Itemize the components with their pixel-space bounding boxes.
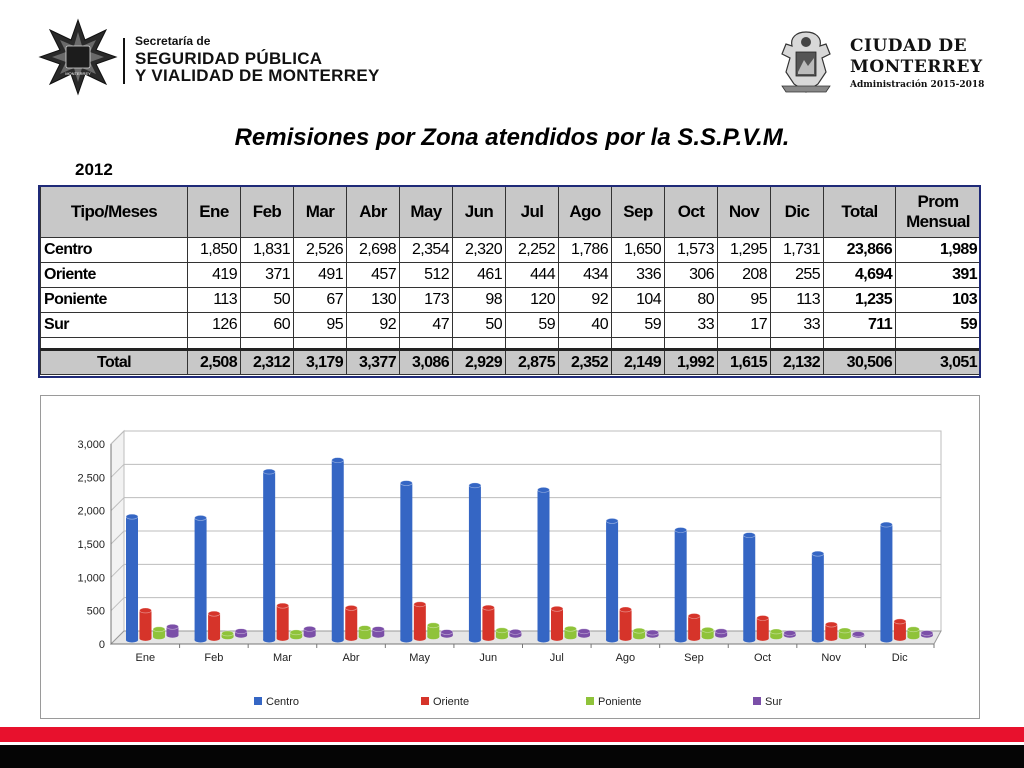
spacer-cell [241,338,294,350]
bar-centro [332,460,344,640]
x-tick-label: Abr [342,652,360,664]
total-cell: 3,086 [400,350,453,375]
bar-top [565,626,577,631]
chart-container [40,395,980,719]
table-cell: 60 [241,313,294,338]
table-cell: 47 [400,313,453,338]
bar-top [538,487,550,492]
org-name-line2: Y VIALIDAD DE MONTERREY [135,66,380,85]
header-cell: Jul [506,187,559,238]
table-cell: 1,786 [559,238,612,263]
table-cell: 461 [453,263,506,288]
row-prom: 103 [896,288,981,313]
spacer-cell [612,338,665,350]
x-tick-label: Sep [684,652,704,664]
bar-centro [469,485,481,640]
bar-top [414,602,426,607]
bar-base [743,638,755,643]
bar-oriente [277,606,289,639]
legend-swatch [586,697,594,705]
legend-swatch [254,697,262,705]
bar-base [427,634,439,639]
bar-base [195,638,207,643]
total-cell: 2,312 [241,350,294,375]
bar-base [263,638,275,643]
total-label: Total [41,350,188,375]
bar-oriente [757,618,769,638]
bar-top [880,522,892,527]
table-cell: 113 [188,288,241,313]
bar-base [757,636,769,641]
bar-top [153,627,165,632]
total-cell: 2,132 [771,350,824,375]
header-cell: Feb [241,187,294,238]
bar-top [551,606,563,611]
table-cell: 50 [453,313,506,338]
bar-base [277,636,289,641]
bar-top [825,622,837,627]
y-tick-label: 0 [98,639,105,651]
bar-top [427,623,439,628]
x-tick-label: May [409,652,431,664]
bar-base [469,638,481,643]
table-cell: 1,295 [718,238,771,263]
x-tick-label: Jul [549,652,564,664]
bar-top [167,624,179,629]
spacer-cell [718,338,771,350]
bar-top [675,528,687,533]
table-cell: 1,850 [188,238,241,263]
table-row [41,288,981,313]
bar-top [277,603,289,608]
bar-top [195,515,207,520]
page-title: Remisiones por Zona atendidos por la S.S.P.V.M. [234,124,790,151]
table-cell: 1,650 [612,238,665,263]
table-cell: 95 [294,313,347,338]
table-cell: 434 [559,263,612,288]
bar-top [633,628,645,633]
bar-top [743,533,755,538]
bar-top [222,631,234,636]
bar-base [620,636,632,641]
legend-label: Poniente [598,696,642,708]
legend-swatch [753,697,761,705]
header-cell-prom [896,187,981,238]
total-cell: 1,615 [718,350,771,375]
x-tick-label: Nov [821,652,841,664]
bar-top [606,518,618,523]
table-cell: 336 [612,263,665,288]
x-tick-label: Mar [272,652,292,664]
table-cell: 371 [241,263,294,288]
org-name-line1: SEGURIDAD PÚBLICA [135,49,323,68]
bar-top [578,629,590,634]
table-cell: 512 [400,263,453,288]
header-cell: Ene [188,187,241,238]
y-tick-label: 1,500 [77,539,105,551]
spacer-cell [896,338,981,350]
spacer-cell [347,338,400,350]
org-subtitle: Secretaría de [135,34,211,48]
total-cell: 3,377 [347,350,400,375]
table-cell: 173 [400,288,453,313]
table-cell: 120 [506,288,559,313]
total-cell: 2,352 [559,350,612,375]
bar-base [770,634,782,639]
bar-centro [743,535,755,640]
bar-base [606,638,618,643]
table-cell: 419 [188,263,241,288]
header-prom-line2: Mensual [906,212,970,231]
bar-base [496,634,508,639]
row-prom: 391 [896,263,981,288]
y-tick-label: 3,000 [77,439,105,451]
total-prom: 3,051 [896,350,981,375]
legend-label: Oriente [433,696,470,708]
table-cell: 33 [665,313,718,338]
table-row [41,263,981,288]
bar-top [839,628,851,633]
bar-top [332,458,344,463]
bar-top [290,630,302,635]
bar-centro [538,490,550,640]
table-cell: 2,698 [347,238,400,263]
table-cell: 1,731 [771,238,824,263]
table-cell: 67 [294,288,347,313]
table-cell: 2,252 [506,238,559,263]
bar-top [770,629,782,634]
x-tick-label: Dic [891,652,908,664]
table-spacer-row [41,338,981,350]
table-cell: 17 [718,313,771,338]
table-header-row [41,187,981,238]
header-cell: Abr [347,187,400,238]
bar-top [126,514,138,519]
row-label: Centro [41,238,188,263]
bar-base [153,634,165,639]
total-cell: 1,992 [665,350,718,375]
header-cell: Dic [771,187,824,238]
bar-oriente [551,609,563,639]
bar-top [140,608,152,613]
total-cell: 3,179 [294,350,347,375]
row-prom: 59 [896,313,981,338]
spacer-cell [665,338,718,350]
header-cell: Tipo/Meses [41,187,188,238]
total-grand: 30,506 [824,350,896,375]
bar-base [208,636,220,641]
bar-base [880,638,892,643]
x-tick-label: Ene [135,652,156,664]
bar-base [702,634,714,639]
table-cell: 59 [506,313,559,338]
bar-base [839,634,851,639]
header-cell: Sep [612,187,665,238]
bar-oriente [345,608,357,638]
spacer-cell [824,338,896,350]
bar-base [126,638,138,643]
bar-top [647,630,659,635]
header-cell: Mar [294,187,347,238]
table-cell: 126 [188,313,241,338]
bar-centro [126,517,138,640]
row-label: Oriente [41,263,188,288]
bar-centro [675,530,687,640]
table-cell: 2,526 [294,238,347,263]
bar-centro [263,472,275,640]
bar-base [551,636,563,641]
bar-top [921,631,933,636]
table-cell: 33 [771,313,824,338]
table-cell: 130 [347,288,400,313]
header-cell: Nov [718,187,771,238]
bar-top [304,626,316,631]
bar-top [496,628,508,633]
data-table [40,186,981,375]
bar-top [688,614,700,619]
bar-top [620,607,632,612]
bar-base [482,636,494,641]
table-cell: 92 [347,313,400,338]
bar-oriente [688,616,700,638]
bar-base [894,636,906,641]
table-cell: 306 [665,263,718,288]
bar-top [441,630,453,635]
bar-base [907,634,919,639]
legend-label: Sur [765,696,783,708]
row-label: Sur [41,313,188,338]
bar-top [757,616,769,621]
x-tick-label: Feb [204,652,224,664]
city-name-line2: MONTERREY [850,57,983,77]
bar-oriente [482,608,494,639]
bar-base [633,634,645,639]
header-cell: Total [824,187,896,238]
x-tick-label: Jun [479,652,498,664]
legend-label: Centro [266,696,300,708]
bar-top [400,481,412,486]
bar-top [469,483,481,488]
table-cell: 40 [559,313,612,338]
table-cell: 208 [718,263,771,288]
spacer-cell [188,338,241,350]
y-tick-label: 2,500 [77,472,105,485]
table-cell: 95 [718,288,771,313]
table-cell: 80 [665,288,718,313]
table-row [41,238,981,263]
spacer-cell [506,338,559,350]
bar-base [332,638,344,643]
table-cell: 2,354 [400,238,453,263]
bar-base [675,638,687,643]
table-cell: 59 [612,313,665,338]
bar-top [715,629,727,634]
table-cell: 98 [453,288,506,313]
row-label: Poniente [41,288,188,313]
bar-top [907,627,919,632]
bar-top [235,629,247,634]
y-tick-label: 1,000 [77,572,105,585]
bar-centro [195,518,207,640]
spacer-cell [559,338,612,350]
header-cell: Oct [665,187,718,238]
y-tick-label: 2,000 [77,505,105,518]
table-cell: 491 [294,263,347,288]
x-tick-label: Ago [615,652,636,664]
total-cell: 2,508 [188,350,241,375]
bar-top [784,631,796,636]
bar-centro [606,521,618,640]
header-cell: May [400,187,453,238]
bar-centro [812,554,824,640]
bar-top [372,627,384,632]
bar-base [304,633,316,638]
bar-chart [41,396,981,720]
bar-top [482,605,494,610]
table-cell: 50 [241,288,294,313]
bar-base [372,633,384,638]
y-tick-label: 500 [86,605,105,618]
bar-base [538,638,550,643]
bar-base [140,636,152,641]
row-total: 1,235 [824,288,896,313]
badge-text: MONTERREY [65,71,91,76]
bar-base [167,633,179,638]
police-badge-logo [38,18,118,96]
bar-top [852,632,864,637]
header-divider [123,38,125,84]
bar-base [812,638,824,643]
table-cell: 113 [771,288,824,313]
spacer-cell [41,338,188,350]
spacer-cell [453,338,506,350]
bar-base [400,638,412,643]
row-prom: 1,989 [896,238,981,263]
spacer-cell [400,338,453,350]
table-cell: 255 [771,263,824,288]
table-cell: 1,573 [665,238,718,263]
bar-top [812,551,824,556]
row-total: 4,694 [824,263,896,288]
bar-top [208,611,220,616]
city-crest-logo [776,28,836,96]
year-label: 2012 [75,160,113,179]
bar-base [825,636,837,641]
footer-red-stripe [0,727,1024,742]
bar-top [345,605,357,610]
table-cell: 92 [559,288,612,313]
bar-oriente [208,614,220,639]
table-row [41,313,981,338]
bar-centro [400,483,412,640]
bar-base [565,634,577,639]
footer-black-stripe [0,745,1024,768]
header-cell: Ago [559,187,612,238]
table-cell: 457 [347,263,400,288]
bar-oriente [620,609,632,638]
city-name-line1: CIUDAD DE [850,36,968,56]
row-total: 711 [824,313,896,338]
bar-base [688,636,700,641]
header-cell: Jun [453,187,506,238]
legend-swatch [421,697,429,705]
table-cell: 1,831 [241,238,294,263]
bar-centro [880,525,892,640]
bar-top [702,627,714,632]
bar-top [263,469,275,474]
row-total: 23,866 [824,238,896,263]
bar-base [359,634,371,639]
bar-top [509,629,521,634]
bar-oriente [414,604,426,638]
total-cell: 2,875 [506,350,559,375]
city-administration: Administración 2015-2018 [850,80,985,90]
table-cell: 104 [612,288,665,313]
spacer-cell [771,338,824,350]
bar-oriente [140,610,152,638]
table-total-row [41,350,981,375]
table-cell: 444 [506,263,559,288]
header-prom-line1: Prom [917,192,959,211]
x-tick-label: Oct [753,652,772,664]
total-cell: 2,149 [612,350,665,375]
bar-base [414,636,426,641]
spacer-cell [294,338,347,350]
bar-top [894,619,906,624]
bar-top [359,626,371,631]
bar-base [345,636,357,641]
table-cell: 2,320 [453,238,506,263]
total-cell: 2,929 [453,350,506,375]
